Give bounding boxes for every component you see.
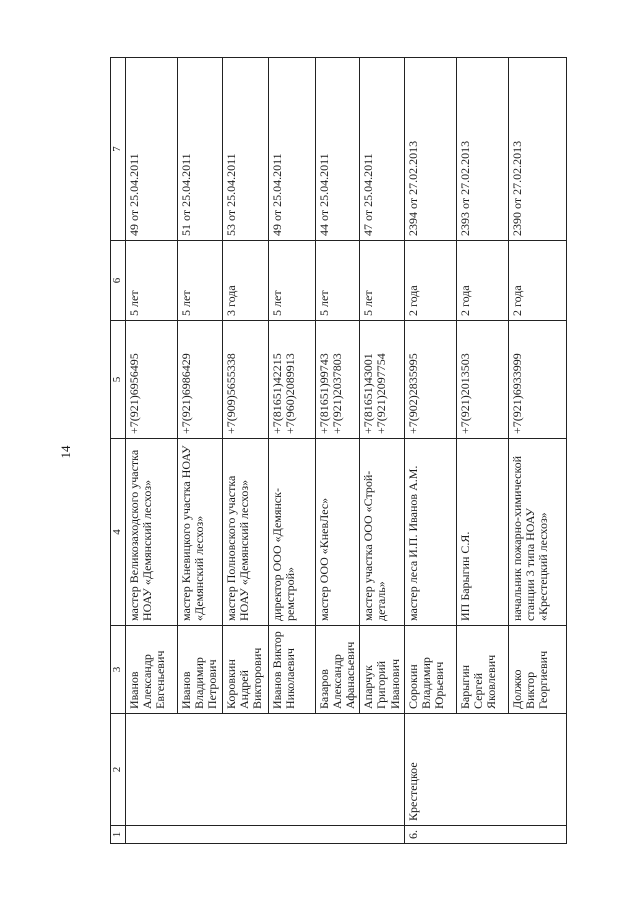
term-cell: 5 лет: [126, 241, 178, 321]
table-row: [404, 58, 456, 844]
position-cell: мастер Полновского участка НОАУ «Демянский лесхоз»: [222, 439, 268, 626]
phone-cell: +7(902)2835995: [404, 321, 456, 439]
page-number: 14: [58, 445, 73, 459]
position-cell: мастер Великозаходского участка НОАУ «Демянский лесхоз»: [126, 439, 178, 626]
position-cell: директор ООО «Демянск-ремстрой»: [268, 439, 315, 626]
name-cell: Апарчук Григорий Иванович: [360, 626, 405, 714]
table-row: [126, 58, 178, 844]
doc-cell: 49 от 25.04.2011: [268, 58, 315, 241]
position-cell: мастер участка ООО «Строй-деталь»: [360, 439, 405, 626]
term-cell: 2 года: [456, 241, 508, 321]
table-container: [110, 58, 551, 844]
doc-cell: 53 от 25.04.2011: [222, 58, 268, 241]
doc-cell: 2390 от 27.02.2013: [508, 58, 566, 241]
name-cell: Иванов Виктор Николаевич: [268, 626, 315, 714]
name-cell: Сорокин Владимир Юрьевич: [404, 626, 456, 714]
doc-cell: 49 от 25.04.2011: [126, 58, 178, 241]
name-cell: Барыгин Сергей Яковлевич: [456, 626, 508, 714]
doc-cell: 2394 от 27.02.2013: [404, 58, 456, 241]
term-cell: 5 лет: [315, 241, 360, 321]
phone-cell: +7(81651)43001 +7(921)2097754: [360, 321, 405, 439]
name-cell: Должко Виктор Георгиевич: [508, 626, 566, 714]
name-cell: Базаров Александр Афанасьевич: [315, 626, 360, 714]
phone-cell: +7(921)2013503: [456, 321, 508, 439]
header-col-3: 3: [111, 626, 126, 714]
phone-cell: +7(921)6986429: [178, 321, 223, 439]
header-col-6: 6: [111, 241, 126, 321]
doc-cell: 2393 от 27.02.2013: [456, 58, 508, 241]
header-col-7: 7: [111, 58, 126, 241]
contacts-table: [110, 57, 567, 844]
doc-cell: 51 от 25.04.2011: [178, 58, 223, 241]
name-cell: Иванов Александр Евгеньевич: [126, 626, 178, 714]
name-cell: Коровкин Андрей Викторович: [222, 626, 268, 714]
district-blank: [126, 714, 405, 826]
position-cell: мастер Кневицкого участка НОАУ «Демянский лесхоз»: [178, 439, 223, 626]
district-cell: Крестецкое: [404, 714, 566, 826]
term-cell: 2 года: [404, 241, 456, 321]
term-cell: 5 лет: [268, 241, 315, 321]
position-cell: ИП Барыгин С.Я.: [456, 439, 508, 626]
position-cell: начальник пожарно-химической станции 3 типа НОАУ «Крестецкий лесхоз»: [508, 439, 566, 626]
name-cell: Иванов Владимир Петрович: [178, 626, 223, 714]
phone-cell: +7(921)6933999: [508, 321, 566, 439]
header-col-2: 2: [111, 714, 126, 826]
section-number-cell: 6.: [404, 826, 566, 844]
phone-cell: +7(81651)42215 +7(960)2089913: [268, 321, 315, 439]
term-cell: 2 года: [508, 241, 566, 321]
position-cell: мастер ООО «КневЛес»: [315, 439, 360, 626]
term-cell: 5 лет: [178, 241, 223, 321]
header-col-4: 4: [111, 439, 126, 626]
header-col-5: 5: [111, 321, 126, 439]
row-number-blank: [126, 826, 405, 844]
table-header-row: [111, 58, 126, 844]
term-cell: 3 года: [222, 241, 268, 321]
doc-cell: 44 от 25.04.2011: [315, 58, 360, 241]
phone-cell: +7(909)5655338: [222, 321, 268, 439]
doc-cell: 47 от 25.04.2011: [360, 58, 405, 241]
position-cell: мастер леса И.П. Иванов А.М.: [404, 439, 456, 626]
term-cell: 5 лет: [360, 241, 405, 321]
header-col-1: 1: [111, 826, 126, 844]
phone-cell: +7(921)6956495: [126, 321, 178, 439]
phone-cell: +7(81651)99743 +7(921)2037803: [315, 321, 360, 439]
